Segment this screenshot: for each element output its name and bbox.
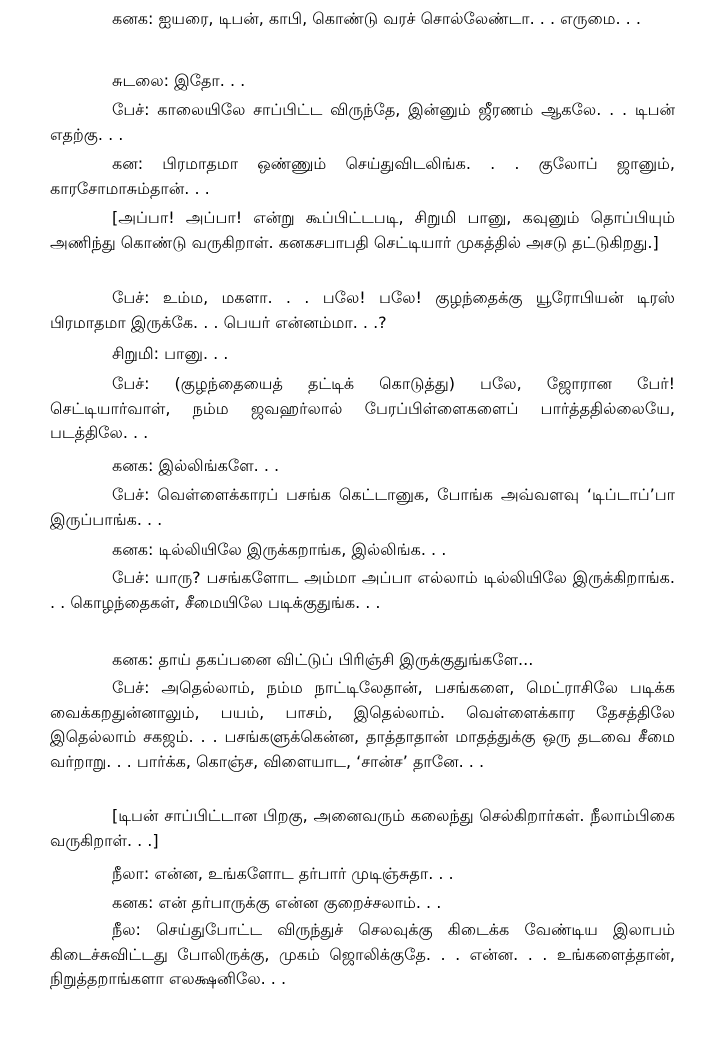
dialogue-kanaka-3: கனக: டில்லியிலே இருக்கறாங்க, இல்லிங்க. . . bbox=[112, 540, 447, 559]
dialogue-pech-4: பேச்: வெள்ளைக்காரப் பசங்க கெட்டானுக, போங்க அவ்வளவு ‘டிப்டாப்’பா இருப்பாங்க. . . bbox=[50, 485, 675, 529]
dialogue-sirumi: சிறுமி: பானு. . . bbox=[112, 344, 229, 363]
dialogue-neela-2: நீல: செய்துபோட்ட விருந்துச் செலவுக்கு கிடைக்க வேண்டிய இலாபம் கிடைச்சுவிட்டது போலிருக்கு, முகம் ஜொலிக்குதே. . . என்ன. . . உங்களைத்தான், நிறுத்தறாங்களா எலக்ஷனிலே. . . bbox=[50, 920, 675, 989]
dialogue-pech-5: பேச்: யாரு? பசங்களோட அம்மா அப்பா எல்லாம் டில்லியிலே இருக்கிறாங்க. . . கொழந்தைகள், சீமையிலே படிக்குதுங்க. . . bbox=[50, 568, 675, 612]
dialogue-kanaka-2: கனக: இல்லிங்களே. . . bbox=[112, 456, 280, 475]
dialogue-sudalai: சுடலை: இதோ. . . bbox=[112, 71, 246, 90]
dialogue-kanaka-1: கனக: ஐயரை, டிபன், காபி, கொண்டு வரச் சொல்லேண்டா. . . எருமை. . . bbox=[112, 9, 641, 28]
dialogue-kana-1: கன: பிரமாதமா ஒண்ணும் செய்துவிடலிங்க. . . குலோப் ஜானும், காரசோமாசும்தான். . . bbox=[50, 154, 675, 198]
dialogue-pech-3: பேச்: (குழந்தையைத் தட்டிக் கொடுத்து) பலே, ஜோரான பேர்! செட்டியார்வாள், நம்ம ஜவஹர்லால் பேரப்பிள்ளைகளைப் பார்த்ததில்லையே, படத்திலே. . . bbox=[50, 374, 675, 443]
dialogue-kanaka-4: கனக: தாய் தகப்பனை விட்டுப் பிரிஞ்சி இருக்குதுங்களே... bbox=[112, 650, 534, 669]
stage-direction-1: [அப்பா! அப்பா! என்று கூப்பிட்டபடி, சிறுமி பானு, கவுனும் தொப்பியும் அணிந்து கொண்டு வருகிறாள். கனகசபாபதி செட்டியார் முகத்தில் அசடு தட்டுகிறது.] bbox=[50, 208, 675, 252]
dialogue-kanaka-5: கனக: என் தர்பாருக்கு என்ன குறைச்சலாம். . . bbox=[112, 893, 442, 912]
dialogue-pech-6: பேச்: அதெல்லாம், நம்ம நாட்டிலேதான், பசங்களை, மெட்ராசிலே படிக்க வைக்கறதுன்னாலும், பயம், பாசம், இதெல்லாம். வெள்ளைக்கார தேசத்திலே இதெல்லாம் சகஜம். . . பசங்களுக்கென்ன, தாத்தாதான் மாதத்துக்கு ஒரு தடவை சீமை வர்றாறு. . . பார்க்க, கொஞ்ச, விளையாட, ‘சான்ச’ தானே. . . bbox=[50, 678, 675, 771]
dialogue-pech-1: பேச்: காலையிலே சாப்பிட்ட விருந்தே, இன்னும் ஜீரணம் ஆகலே. . . டிபன் எதற்கு. . . bbox=[50, 100, 675, 144]
stage-direction-2: [டிபன் சாப்பிட்டான பிறகு, அனைவரும் கலைந்து செல்கிறார்கள். நீலாம்பிகை வருகிறாள். . .] bbox=[50, 806, 675, 850]
dialogue-pech-2: பேச்: உம்ம, மகளா. . . பலே! பலே! குழந்தைக்கு யூரோபியன் டிரஸ் பிரமாதமா இருக்கே. . . பெயர் என்னம்மா. . .? bbox=[50, 288, 675, 332]
dialogue-neela-1: நீலா: என்ன, உங்களோட தர்பார் முடிஞ்சுதா. . . bbox=[112, 864, 454, 883]
